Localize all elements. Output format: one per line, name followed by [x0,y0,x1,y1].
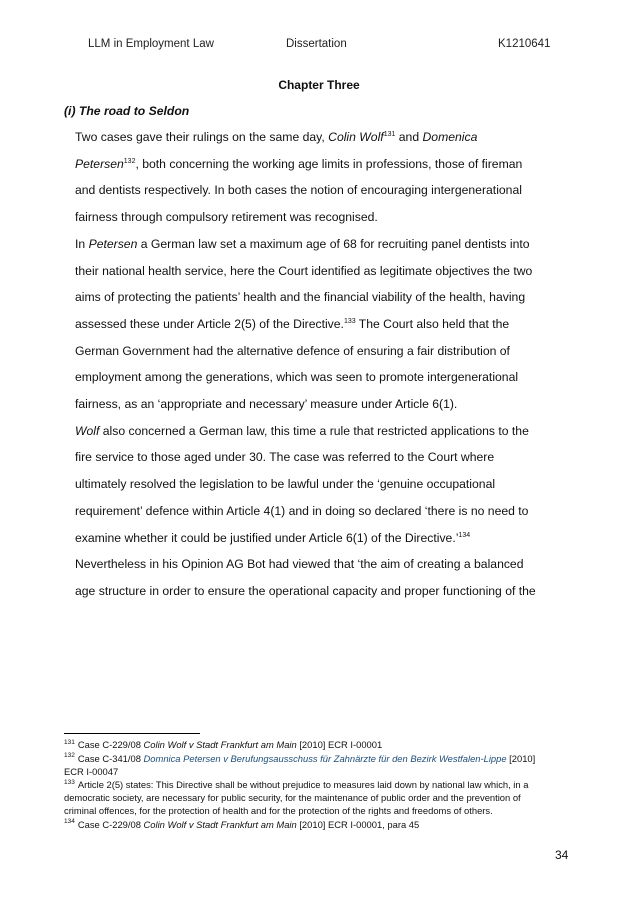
paragraph-4: Nevertheless in his Opinion AG Bot had viewed that ‘the aim of creating a balanced age structure in order to ensure the operational capacity and proper functioning of the [75,557,536,598]
footnote-ref[interactable]: 132 [123,157,136,165]
footnote-131: $^{131}$ Case C-229/08 Colin Wolf v Stadt Frankfurt am Main [2010] ECR I-00001 [64,738,383,750]
chapter-title: Chapter Three [278,78,360,92]
case-name: Wolf [75,423,100,438]
paragraph-2: In Petersen a German law set a maximum age of 68 for recruiting panel dentists into their national health service, here the Court identified as legitimate objectives the two aims of protecting the patients’ health and the financial viability of the health, having assessed these under Article 2(5) of the Directive.$^{133}$ The Court also held that the German Government had the alternative defence of ensuring a fair distribution of employment among the generations, which was seen to promote intergenerational fairness, as an ‘appropriate and necessary’ measure under Article 6(1). [75,236,533,412]
footnote-132: $^{132}$ Case C-341/08 Domnica Petersen v Berufungsausschuss für Zahnärzte für den Bezirk Westfalen-Lippe [2010] ECR I-00047 [64,752,536,777]
footnote-ref[interactable]: 133 [343,317,356,325]
footnote-ref[interactable]: 131 [383,130,396,138]
case-name: Petersen [88,236,138,251]
footnote-134: $^{134}$ Case C-229/08 Colin Wolf v Stadt Frankfurt am Main [2010] ECR I-00001, para 45 [64,818,420,830]
footnote-separator [64,733,200,734]
section-heading: (i) The road to Seldon [64,104,190,118]
header-course: LLM in Employment Law [88,38,214,50]
footnote-ref[interactable]: 134 [458,531,471,539]
header-doc-type: Dissertation [286,38,347,50]
footnotes [64,738,574,831]
case-name: Domenica [422,130,478,144]
page-number: 34 [555,848,569,862]
document-body [64,98,584,605]
case-name: Colin Wolf [328,130,384,144]
case-name: Petersen [75,156,124,171]
paragraph-1: Two cases gave their rulings on the same day, Colin Wolf$^{131}$ and Domenica Petersen$^{132}$, both concerning the working age limits in professions, those of fireman and dentists respectively. In both cases the notion of encouraging intergenerational fairness through compulsory retirement was recognised. [75,130,523,225]
header-student-id: K1210641 [498,38,551,50]
footnote-133: $^{133}$ Article 2(5) states: This Directive shall be without prejudice to measures laid down by national law which, in a democratic society, are necessary for public security, for the maintenance of public order and the prevention of criminal offences, for the protection of health and for the protection of the rights and freedoms of others. [64,778,529,816]
paragraph-3: Wolf also concerned a German law, this time a rule that restricted applications to the fire service to those aged under 30. The case was referred to the Court where ultimately resolved the legislation to be lawful under the ‘genuine occupational requirement’ defence within Article 4(1) and in doing so declared ‘there is no need to examine whether it could be justified under Article 6(1) of the Directive.’$^{134}$ [75,423,529,545]
